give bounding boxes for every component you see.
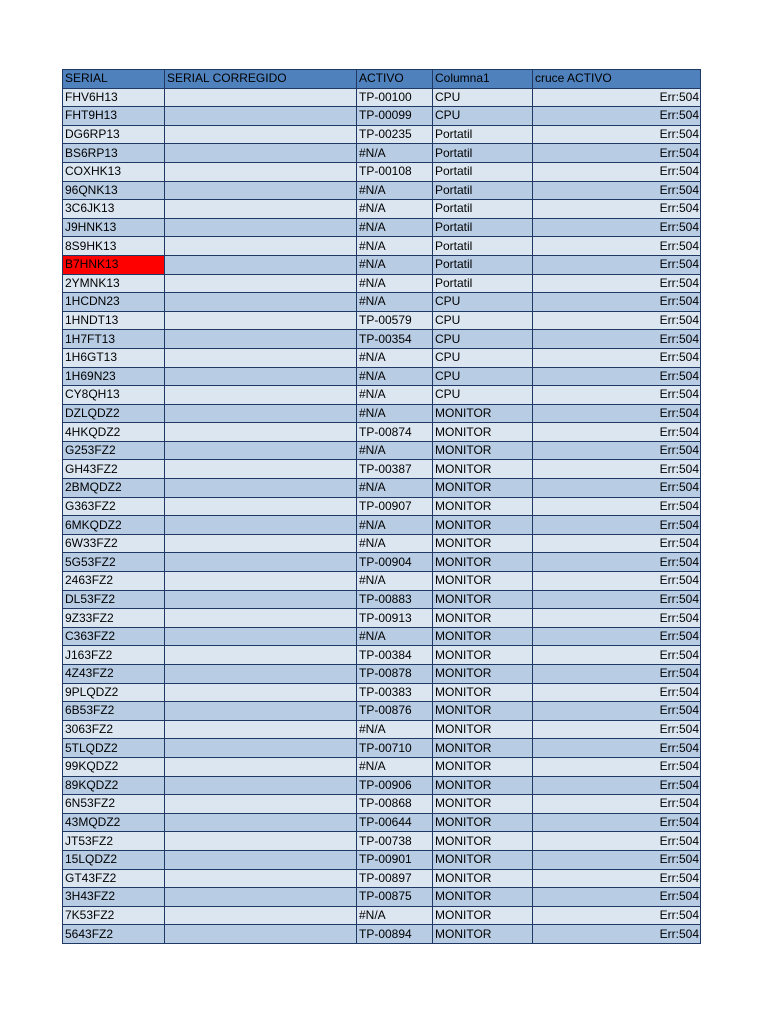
table-row [63,757,701,776]
cruce-activo-cell[interactable]: Err:504 [533,218,701,237]
cruce-activo-cell[interactable]: Err:504 [533,850,701,869]
serial-corregido-cell[interactable] [165,757,357,776]
table-row [63,646,701,665]
table-row [63,479,701,498]
columna1-cell[interactable]: MONITOR [433,460,533,479]
table-row [63,107,701,126]
serial-cell[interactable]: 96QNK13 [63,181,165,200]
activo-cell[interactable]: #N/A [357,181,433,200]
serial-cell[interactable]: 99KQDZ2 [63,757,165,776]
activo-cell[interactable]: TP-00894 [357,925,433,944]
table-row [63,906,701,925]
table-row [63,813,701,832]
columna1-cell[interactable]: Portatil [433,181,533,200]
serial-cell[interactable]: CY8QH13 [63,386,165,405]
serial-cell[interactable]: 6N53FZ2 [63,795,165,814]
columna1-cell[interactable]: MONITOR [433,813,533,832]
cruce-activo-cell[interactable]: Err:504 [533,441,701,460]
serial-cell[interactable]: 2BMQDZ2 [63,479,165,498]
cruce-activo-cell[interactable]: Err:504 [533,162,701,181]
header-serial[interactable]: SERIAL [63,70,165,89]
columna1-cell[interactable]: MONITOR [433,627,533,646]
table-row [63,702,701,721]
columna1-cell[interactable]: CPU [433,107,533,126]
serial-corregido-cell[interactable] [165,162,357,181]
activo-cell[interactable]: #N/A [357,516,433,535]
serial-corregido-cell[interactable] [165,274,357,293]
cruce-activo-cell[interactable]: Err:504 [533,813,701,832]
columna1-cell[interactable]: MONITOR [433,850,533,869]
cruce-activo-cell[interactable]: Err:504 [533,925,701,944]
cruce-activo-cell[interactable]: Err:504 [533,590,701,609]
table-row [63,441,701,460]
serial-corregido-cell[interactable] [165,88,357,107]
activo-cell[interactable]: TP-00913 [357,609,433,628]
columna1-cell[interactable]: MONITOR [433,609,533,628]
cruce-activo-cell[interactable]: Err:504 [533,534,701,553]
serial-cell[interactable]: 1H7FT13 [63,330,165,349]
cruce-activo-cell[interactable]: Err:504 [533,88,701,107]
cruce-activo-cell[interactable]: Err:504 [533,553,701,572]
serial-cell[interactable]: DZLQDZ2 [63,404,165,423]
activo-cell[interactable]: TP-00875 [357,888,433,907]
table-row [63,144,701,163]
columna1-cell[interactable]: MONITOR [433,516,533,535]
cruce-activo-cell[interactable]: Err:504 [533,627,701,646]
serial-cell[interactable]: 9PLQDZ2 [63,683,165,702]
activo-cell[interactable]: TP-00738 [357,832,433,851]
cruce-activo-cell[interactable]: Err:504 [533,683,701,702]
serial-corregido-cell[interactable] [165,144,357,163]
cruce-activo-cell[interactable]: Err:504 [533,832,701,851]
table-row [63,888,701,907]
activo-cell[interactable]: #N/A [357,534,433,553]
serial-cell[interactable]: 43MQDZ2 [63,813,165,832]
serial-corregido-cell[interactable] [165,869,357,888]
serial-corregido-cell[interactable] [165,218,357,237]
cruce-activo-cell[interactable]: Err:504 [533,906,701,925]
spreadsheet-table [62,69,701,944]
cruce-activo-cell[interactable]: Err:504 [533,200,701,219]
serial-corregido-cell[interactable] [165,348,357,367]
columna1-cell[interactable]: MONITOR [433,423,533,442]
cruce-activo-cell[interactable]: Err:504 [533,479,701,498]
activo-cell[interactable]: TP-00907 [357,497,433,516]
columna1-cell[interactable]: Portatil [433,218,533,237]
table-row [63,386,701,405]
serial-corregido-cell[interactable] [165,534,357,553]
table-row [63,609,701,628]
columna1-cell[interactable]: MONITOR [433,739,533,758]
activo-cell[interactable]: TP-00897 [357,869,433,888]
serial-corregido-cell[interactable] [165,441,357,460]
columna1-cell[interactable]: CPU [433,330,533,349]
activo-cell[interactable]: #N/A [357,218,433,237]
cruce-activo-cell[interactable]: Err:504 [533,348,701,367]
cruce-activo-cell[interactable]: Err:504 [533,237,701,256]
table-row [63,311,701,330]
serial-corregido-cell[interactable] [165,330,357,349]
activo-cell[interactable]: TP-00387 [357,460,433,479]
activo-cell[interactable]: TP-00354 [357,330,433,349]
table-row [63,88,701,107]
serial-corregido-cell[interactable] [165,813,357,832]
cruce-activo-cell[interactable]: Err:504 [533,869,701,888]
activo-cell[interactable]: TP-00099 [357,107,433,126]
columna1-cell[interactable]: MONITOR [433,553,533,572]
table-row [63,200,701,219]
serial-cell[interactable]: 4Z43FZ2 [63,665,165,684]
activo-cell[interactable]: #N/A [357,441,433,460]
serial-cell[interactable]: GH43FZ2 [63,460,165,479]
cruce-activo-cell[interactable]: Err:504 [533,181,701,200]
columna1-cell[interactable]: CPU [433,293,533,312]
serial-corregido-cell[interactable] [165,237,357,256]
columna1-cell[interactable]: MONITOR [433,572,533,591]
cruce-activo-cell[interactable]: Err:504 [533,497,701,516]
table-row [63,255,701,274]
activo-cell[interactable]: TP-00901 [357,850,433,869]
activo-cell[interactable]: #N/A [357,237,433,256]
serial-corregido-cell[interactable] [165,200,357,219]
table-row [63,720,701,739]
table-row [63,850,701,869]
cruce-activo-cell[interactable]: Err:504 [533,330,701,349]
columna1-cell[interactable]: MONITOR [433,702,533,721]
serial-corregido-cell[interactable] [165,627,357,646]
serial-cell[interactable]: B7HNK13 [63,255,165,274]
serial-cell[interactable]: 6W33FZ2 [63,534,165,553]
cruce-activo-cell[interactable]: Err:504 [533,423,701,442]
columna1-cell[interactable]: Portatil [433,237,533,256]
serial-corregido-cell[interactable] [165,646,357,665]
columna1-cell[interactable]: Portatil [433,162,533,181]
cruce-activo-cell[interactable]: Err:504 [533,144,701,163]
cruce-activo-cell[interactable]: Err:504 [533,367,701,386]
serial-corregido-cell[interactable] [165,925,357,944]
serial-cell[interactable]: 1HNDT13 [63,311,165,330]
columna1-cell[interactable]: MONITOR [433,720,533,739]
columna1-cell[interactable]: MONITOR [433,665,533,684]
serial-corregido-cell[interactable] [165,516,357,535]
serial-corregido-cell[interactable] [165,590,357,609]
serial-corregido-cell[interactable] [165,795,357,814]
activo-cell[interactable]: #N/A [357,572,433,591]
serial-corregido-cell[interactable] [165,572,357,591]
activo-cell[interactable]: #N/A [357,200,433,219]
header-cruce-activo[interactable]: cruce ACTIVO [533,70,701,89]
columna1-cell[interactable]: MONITOR [433,906,533,925]
serial-cell[interactable]: FHT9H13 [63,107,165,126]
table-row [63,553,701,572]
activo-cell[interactable]: #N/A [357,757,433,776]
activo-cell[interactable]: TP-00868 [357,795,433,814]
columna1-cell[interactable]: Portatil [433,255,533,274]
table-row [63,367,701,386]
serial-cell[interactable]: DL53FZ2 [63,590,165,609]
serial-corregido-cell[interactable] [165,107,357,126]
table-row [63,665,701,684]
cruce-activo-cell[interactable]: Err:504 [533,702,701,721]
cruce-activo-cell[interactable]: Err:504 [533,776,701,795]
columna1-cell[interactable]: Portatil [433,274,533,293]
cruce-activo-cell[interactable]: Err:504 [533,720,701,739]
activo-cell[interactable]: #N/A [357,404,433,423]
activo-cell[interactable]: TP-00108 [357,162,433,181]
table-row [63,497,701,516]
serial-cell[interactable]: BS6RP13 [63,144,165,163]
activo-cell[interactable]: TP-00644 [357,813,433,832]
serial-cell[interactable]: C363FZ2 [63,627,165,646]
cruce-activo-cell[interactable]: Err:504 [533,739,701,758]
table-row [63,869,701,888]
activo-cell[interactable]: TP-00579 [357,311,433,330]
serial-corregido-cell[interactable] [165,776,357,795]
serial-cell[interactable]: COXHK13 [63,162,165,181]
serial-corregido-cell[interactable] [165,125,357,144]
cruce-activo-cell[interactable]: Err:504 [533,609,701,628]
table-row [63,739,701,758]
serial-cell[interactable]: J163FZ2 [63,646,165,665]
serial-cell[interactable]: 1H69N23 [63,367,165,386]
table-row [63,776,701,795]
columna1-cell[interactable]: CPU [433,367,533,386]
cruce-activo-cell[interactable]: Err:504 [533,311,701,330]
activo-cell[interactable]: TP-00883 [357,590,433,609]
columna1-cell[interactable]: CPU [433,386,533,405]
serial-cell[interactable]: 4HKQDZ2 [63,423,165,442]
cruce-activo-cell[interactable]: Err:504 [533,516,701,535]
table-row [63,125,701,144]
serial-corregido-cell[interactable] [165,665,357,684]
table-row [63,572,701,591]
columna1-cell[interactable]: MONITOR [433,479,533,498]
activo-cell[interactable]: #N/A [357,274,433,293]
serial-cell[interactable]: 3H43FZ2 [63,888,165,907]
serial-cell[interactable]: GT43FZ2 [63,869,165,888]
table-row [63,348,701,367]
columna1-cell[interactable]: Portatil [433,200,533,219]
serial-corregido-cell[interactable] [165,293,357,312]
serial-corregido-cell[interactable] [165,683,357,702]
header-columna1[interactable]: Columna1 [433,70,533,89]
serial-corregido-cell[interactable] [165,386,357,405]
serial-cell[interactable]: 9Z33FZ2 [63,609,165,628]
cruce-activo-cell[interactable]: Err:504 [533,274,701,293]
serial-cell[interactable]: J9HNK13 [63,218,165,237]
serial-cell[interactable]: 2YMNK13 [63,274,165,293]
serial-corregido-cell[interactable] [165,739,357,758]
cruce-activo-cell[interactable]: Err:504 [533,665,701,684]
columna1-cell[interactable]: CPU [433,88,533,107]
columna1-cell[interactable]: Portatil [433,125,533,144]
activo-cell[interactable]: #N/A [357,255,433,274]
columna1-cell[interactable]: MONITOR [433,497,533,516]
columna1-cell[interactable]: MONITOR [433,795,533,814]
columna1-cell[interactable]: CPU [433,311,533,330]
serial-cell[interactable]: 6B53FZ2 [63,702,165,721]
serial-corregido-cell[interactable] [165,423,357,442]
activo-cell[interactable]: TP-00384 [357,646,433,665]
table-row [63,423,701,442]
serial-corregido-cell[interactable] [165,311,357,330]
serial-cell[interactable]: 6MKQDZ2 [63,516,165,535]
activo-cell[interactable]: #N/A [357,293,433,312]
table-row [63,534,701,553]
table-row [63,516,701,535]
serial-corregido-cell[interactable] [165,832,357,851]
columna1-cell[interactable]: MONITOR [433,925,533,944]
activo-cell[interactable]: TP-00906 [357,776,433,795]
table-row [63,293,701,312]
columna1-cell[interactable]: MONITOR [433,683,533,702]
serial-corregido-cell[interactable] [165,404,357,423]
table-row [63,832,701,851]
header-row [63,70,701,89]
columna1-cell[interactable]: MONITOR [433,404,533,423]
cruce-activo-cell[interactable]: Err:504 [533,386,701,405]
serial-corregido-cell[interactable] [165,255,357,274]
serial-corregido-cell[interactable] [165,479,357,498]
table-row [63,795,701,814]
table-row [63,590,701,609]
table-row [63,627,701,646]
serial-corregido-cell[interactable] [165,906,357,925]
table-row [63,237,701,256]
activo-cell[interactable]: #N/A [357,348,433,367]
columna1-cell[interactable]: MONITOR [433,888,533,907]
columna1-cell[interactable]: MONITOR [433,757,533,776]
serial-cell[interactable]: 89KQDZ2 [63,776,165,795]
activo-cell[interactable]: #N/A [357,627,433,646]
serial-cell[interactable]: G363FZ2 [63,497,165,516]
table-row [63,162,701,181]
activo-cell[interactable]: #N/A [357,367,433,386]
table-row [63,460,701,479]
serial-cell[interactable]: 1HCDN23 [63,293,165,312]
table-row [63,330,701,349]
serial-corregido-cell[interactable] [165,888,357,907]
cruce-activo-cell[interactable]: Err:504 [533,125,701,144]
cruce-activo-cell[interactable]: Err:504 [533,404,701,423]
columna1-cell[interactable]: MONITOR [433,590,533,609]
cruce-activo-cell[interactable]: Err:504 [533,888,701,907]
activo-cell[interactable]: TP-00874 [357,423,433,442]
serial-corregido-cell[interactable] [165,367,357,386]
serial-corregido-cell[interactable] [165,850,357,869]
cruce-activo-cell[interactable]: Err:504 [533,255,701,274]
columna1-cell[interactable]: MONITOR [433,832,533,851]
cruce-activo-cell[interactable]: Err:504 [533,572,701,591]
serial-cell[interactable]: 3C6JK13 [63,200,165,219]
table-row [63,218,701,237]
columna1-cell[interactable]: MONITOR [433,646,533,665]
activo-cell[interactable]: TP-00100 [357,88,433,107]
cruce-activo-cell[interactable]: Err:504 [533,107,701,126]
serial-cell[interactable]: 8S9HK13 [63,237,165,256]
serial-cell[interactable]: FHV6H13 [63,88,165,107]
activo-cell[interactable]: TP-00235 [357,125,433,144]
columna1-cell[interactable]: MONITOR [433,869,533,888]
serial-corregido-cell[interactable] [165,702,357,721]
serial-cell[interactable]: 5TLQDZ2 [63,739,165,758]
cruce-activo-cell[interactable]: Err:504 [533,646,701,665]
cruce-activo-cell[interactable]: Err:504 [533,795,701,814]
activo-cell[interactable]: #N/A [357,479,433,498]
serial-cell[interactable]: 2463FZ2 [63,572,165,591]
activo-cell[interactable]: TP-00904 [357,553,433,572]
serial-cell[interactable]: G253FZ2 [63,441,165,460]
header-activo[interactable]: ACTIVO [357,70,433,89]
serial-corregido-cell[interactable] [165,460,357,479]
header-serial-corregido[interactable]: SERIAL CORREGIDO [165,70,357,89]
table-row [63,683,701,702]
activo-cell[interactable]: TP-00878 [357,665,433,684]
activo-cell[interactable]: TP-00710 [357,739,433,758]
serial-cell[interactable]: 5G53FZ2 [63,553,165,572]
table-row [63,181,701,200]
columna1-cell[interactable]: MONITOR [433,441,533,460]
cruce-activo-cell[interactable]: Err:504 [533,757,701,776]
serial-corregido-cell[interactable] [165,497,357,516]
table-row [63,274,701,293]
serial-cell[interactable]: DG6RP13 [63,125,165,144]
activo-cell[interactable]: #N/A [357,386,433,405]
serial-cell[interactable]: 7K53FZ2 [63,906,165,925]
serial-cell[interactable]: 15LQDZ2 [63,850,165,869]
serial-cell[interactable]: JT53FZ2 [63,832,165,851]
table-row [63,925,701,944]
serial-cell[interactable]: 1H6GT13 [63,348,165,367]
serial-corregido-cell[interactable] [165,609,357,628]
columna1-cell[interactable]: CPU [433,348,533,367]
cruce-activo-cell[interactable]: Err:504 [533,460,701,479]
activo-cell[interactable]: #N/A [357,144,433,163]
serial-cell[interactable]: 5643FZ2 [63,925,165,944]
serial-corregido-cell[interactable] [165,181,357,200]
serial-corregido-cell[interactable] [165,553,357,572]
columna1-cell[interactable]: MONITOR [433,534,533,553]
columna1-cell[interactable]: Portatil [433,144,533,163]
cruce-activo-cell[interactable]: Err:504 [533,293,701,312]
activo-cell[interactable]: #N/A [357,906,433,925]
table-row [63,404,701,423]
columna1-cell[interactable]: MONITOR [433,776,533,795]
activo-cell[interactable]: TP-00876 [357,702,433,721]
serial-cell[interactable]: 3063FZ2 [63,720,165,739]
activo-cell[interactable]: #N/A [357,720,433,739]
activo-cell[interactable]: TP-00383 [357,683,433,702]
serial-corregido-cell[interactable] [165,720,357,739]
